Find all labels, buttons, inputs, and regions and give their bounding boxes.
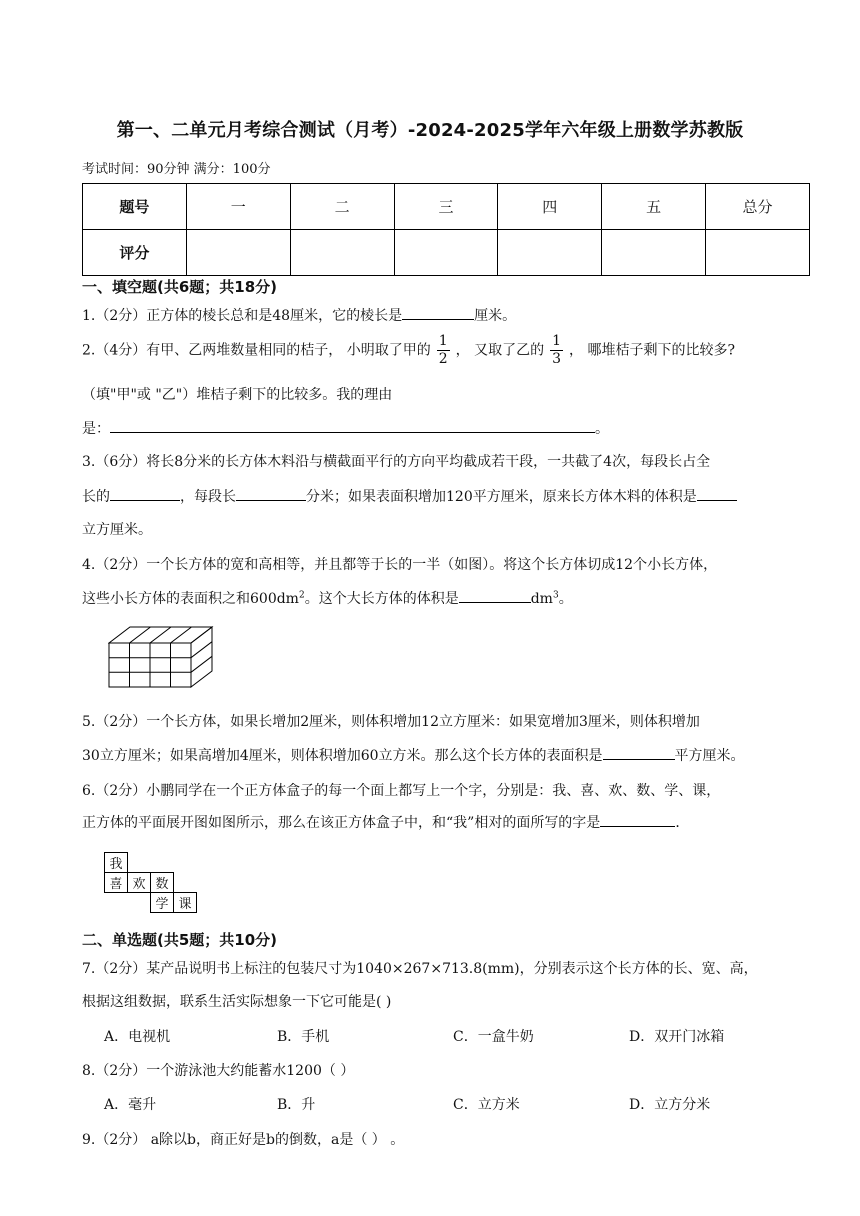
fraction-numerator: 1 bbox=[438, 333, 448, 349]
section-1-title: 一、填空题(共6题；共18分) bbox=[82, 278, 278, 296]
question-9: 9.（2分） a除以b，商正好是b的倒数，a是（ ） 。 bbox=[82, 1132, 405, 1148]
exam-info: 考试时间：90分钟 满分：100分 bbox=[82, 162, 271, 177]
option-a[interactable]: A．毫升 bbox=[104, 1097, 157, 1113]
net-face: 学 bbox=[151, 893, 174, 913]
question-3: 3.（6分）将长8分米的长方体木料沿与横截面平行的方向平均截成若干段，一共截了4次，每段长占全 bbox=[82, 454, 711, 470]
net-face: 喜 bbox=[105, 873, 128, 893]
question-2 bbox=[82, 333, 735, 368]
option-c[interactable]: C．一盒牛奶 bbox=[453, 1029, 534, 1045]
option-a[interactable]: A．电视机 bbox=[104, 1029, 171, 1045]
question-2-reason-label: 是： bbox=[82, 421, 110, 437]
cube-net-figure bbox=[104, 852, 197, 913]
fraction-denominator: 3 bbox=[552, 351, 562, 367]
fraction-one-third bbox=[550, 333, 563, 368]
score-header-cell: 题号 bbox=[83, 184, 187, 230]
question-1 bbox=[82, 305, 516, 325]
question-7: 7.（2分）某产品说明书上标注的包装尺寸为1040×267×713.8(mm)，分别表示这个长方体的长、宽、高， bbox=[82, 961, 758, 977]
question-8: 8.（2分）一个游泳池大约能蓄水1200（ ） bbox=[82, 1063, 355, 1079]
score-table-header-row bbox=[83, 184, 810, 230]
question-4-text: 。这个大长方体的体积是 bbox=[304, 591, 459, 607]
score-row-label: 评分 bbox=[83, 230, 187, 276]
score-header-cell: 一 bbox=[186, 184, 290, 230]
question-3-text: ，每段长 bbox=[180, 489, 236, 505]
page-title: 第一、二单元月考综合测试（月考）-2024-2025学年六年级上册数学苏教版 bbox=[116, 120, 744, 141]
cuboid-figure bbox=[108, 625, 214, 689]
score-header-cell: 总分 bbox=[706, 184, 810, 230]
question-1-text: 1.（2分）正方体的棱长总和是48厘米，它的棱长是 bbox=[82, 308, 403, 324]
score-table-score-row bbox=[83, 230, 810, 276]
question-2-text: 2.（4分）有甲、乙两堆数量相同的桔子， 小明取了甲的 bbox=[82, 342, 431, 359]
score-header-cell: 二 bbox=[290, 184, 394, 230]
question-4: 4.（2分）一个长方体的宽和高相等，并且都等于长的一半（如图）。将这个长方体切成12个小长方体， bbox=[82, 557, 718, 573]
answer-blank[interactable] bbox=[110, 486, 180, 501]
score-input-cell[interactable] bbox=[290, 230, 394, 276]
section-2-title: 二、单选题(共5题；共10分) bbox=[82, 931, 278, 949]
score-table bbox=[82, 183, 810, 276]
question-2-line-2: （填"甲"或 "乙"）堆桔子剩下的比较多。我的理由 bbox=[82, 387, 393, 403]
question-4-line-2 bbox=[82, 588, 573, 608]
answer-blank[interactable] bbox=[697, 486, 737, 501]
option-d[interactable]: D．双开门冰箱 bbox=[629, 1029, 725, 1045]
score-header-cell: 四 bbox=[498, 184, 602, 230]
question-6-line-2 bbox=[82, 812, 689, 832]
option-b[interactable]: B．手机 bbox=[277, 1029, 330, 1045]
score-header-cell: 五 bbox=[602, 184, 706, 230]
question-3-text: 分米；如果表面积增加120平方厘米，原来长方体木料的体积是 bbox=[306, 489, 697, 505]
score-input-cell[interactable] bbox=[498, 230, 602, 276]
net-face: 欢 bbox=[128, 873, 151, 893]
score-input-cell[interactable] bbox=[186, 230, 290, 276]
question-6-text: 正方体的平面展开图如图所示，那么在该正方体盒子中，和“我”相对的面所写的字是 bbox=[82, 815, 601, 831]
question-2-text-3: ， 哪堆桔子剩下的比较多? bbox=[569, 342, 735, 359]
answer-blank[interactable] bbox=[603, 745, 675, 760]
question-5-line-2 bbox=[82, 745, 745, 765]
question-4-text: 。 bbox=[558, 591, 573, 607]
score-input-cell[interactable] bbox=[602, 230, 706, 276]
question-5-text: 平方厘米。 bbox=[674, 748, 745, 764]
question-5-text: 30立方厘米；如果高增加4厘米，则体积增加60立方米。那么这个长方体的表面积是 bbox=[82, 748, 603, 764]
question-3-line-3: 立方厘米。 bbox=[82, 522, 152, 538]
option-b[interactable]: B．升 bbox=[277, 1097, 316, 1113]
question-5: 5.（2分）一个长方体，如果长增加2厘米，则体积增加12立方厘米：如果宽增加3厘米，则体积增加 bbox=[82, 714, 700, 730]
score-input-cell[interactable] bbox=[706, 230, 810, 276]
question-6-text: ． bbox=[675, 815, 690, 831]
fraction-denominator: 2 bbox=[438, 351, 448, 367]
question-2-line-3 bbox=[82, 418, 609, 438]
question-1-suffix: 厘米。 bbox=[474, 308, 517, 324]
net-face: 课 bbox=[174, 893, 197, 913]
score-input-cell[interactable] bbox=[394, 230, 498, 276]
question-3-line-2 bbox=[82, 486, 737, 506]
question-4-text: dm bbox=[530, 591, 553, 607]
option-d[interactable]: D．立方分米 bbox=[629, 1097, 711, 1113]
question-7-line-2: 根据这组数据，联系生活实际想象一下它可能是( ) bbox=[82, 994, 392, 1010]
question-2-text-2: ， 又取了乙的 bbox=[455, 342, 545, 359]
question-6: 6.（2分）小鹏同学在一个正方体盒子的每一个面上都写上一个字，分别是：我、喜、欢、数、学、课， bbox=[82, 783, 721, 799]
answer-blank[interactable] bbox=[402, 305, 474, 320]
superscript: 2 bbox=[298, 590, 305, 601]
option-c[interactable]: C．立方米 bbox=[453, 1097, 520, 1113]
question-3-text: 长的 bbox=[82, 489, 110, 505]
answer-blank[interactable] bbox=[459, 588, 531, 603]
answer-blank[interactable] bbox=[236, 486, 306, 501]
fraction-numerator: 1 bbox=[552, 333, 562, 349]
answer-blank[interactable] bbox=[600, 812, 675, 827]
net-face: 数 bbox=[151, 873, 174, 893]
net-face: 我 bbox=[105, 853, 128, 873]
fraction-one-half bbox=[437, 333, 450, 368]
score-header-cell: 三 bbox=[394, 184, 498, 230]
superscript: 3 bbox=[552, 590, 559, 601]
question-4-text: 这些小长方体的表面积之和600dm bbox=[82, 591, 299, 607]
question-2-end: 。 bbox=[595, 421, 609, 437]
answer-blank[interactable] bbox=[110, 418, 595, 433]
